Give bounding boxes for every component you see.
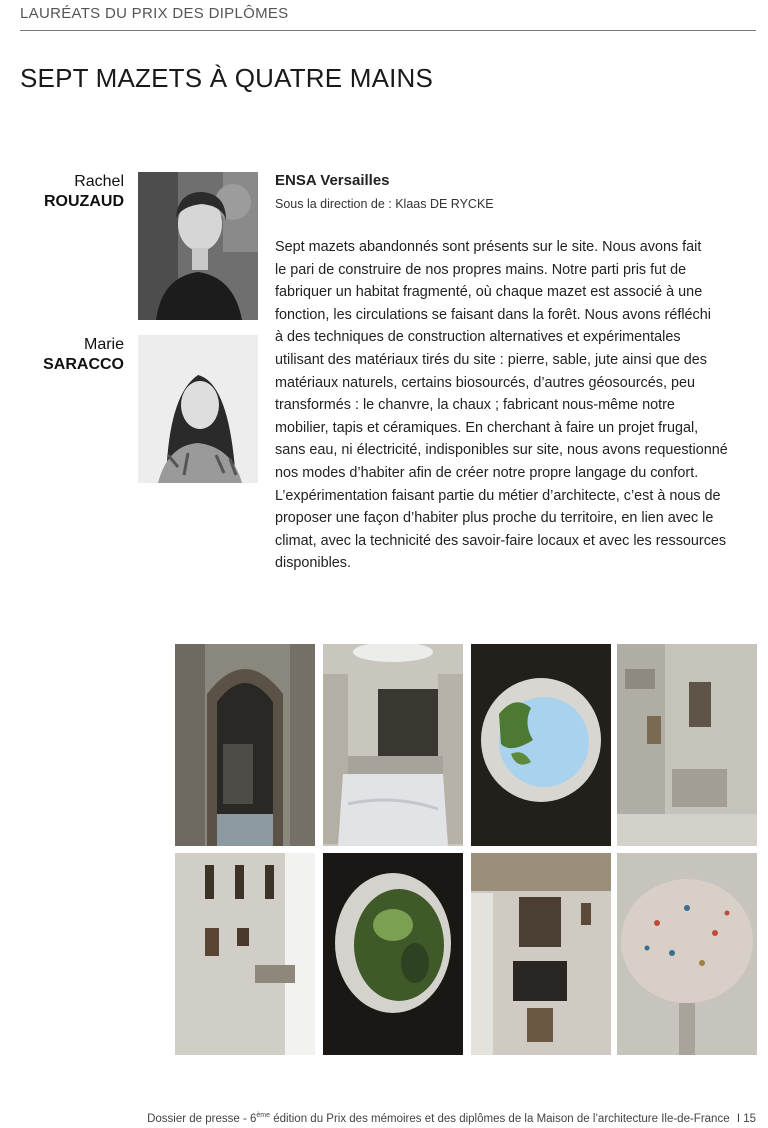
author-last-name: SARACCO [43, 356, 124, 373]
description-line: à des techniques de construction alternatives et expérimentales [275, 329, 681, 346]
description-line: matériaux naturels, certains biosourcés, d’autres géosourcés, peu [275, 374, 695, 391]
description-line: proposer une façon d’habiter plus proche du territoire, en lien avec le [275, 510, 714, 527]
photo-skylight [471, 644, 611, 846]
description-line: L’expérimentation faisant partie du métier d’architecte, c’est à nous de [275, 487, 721, 504]
description-line: Sept mazets abandonnés sont présents sur le site. Nous avons fait [275, 239, 702, 255]
description-line: nos modes d’habiter afin de créer notre propre langage du confort. [275, 464, 699, 481]
author-last-name: ROUZAUD [44, 193, 124, 210]
footer-prefix: Dossier de presse - 6 [147, 1112, 257, 1125]
photo-oval-window [323, 853, 463, 1055]
description-line: sans eau, ni électricité, indisponibles sur site, nous avons requestionné [275, 442, 728, 459]
portrait-photo-marie [138, 335, 258, 483]
photo-fireplace [471, 853, 611, 1055]
page-number: I 15 [736, 1112, 756, 1125]
footer-suffix: édition du Prix des mémoires et des diplômes de la Maison de l’architecture Ile-de-France [270, 1112, 730, 1125]
photo-wall-niches [175, 853, 315, 1055]
description-line: le pari de construire de nos propres mains. Notre parti pris fut de [275, 261, 687, 278]
description-line: climat, avec la technicité des savoir-faire locaux et avec les ressources [275, 532, 727, 549]
photo-niche-wall [617, 644, 757, 846]
author-first-name: Rachel [74, 173, 124, 190]
footer-ordinal: ème [256, 1112, 271, 1119]
footer-note [147, 1112, 756, 1125]
header-label: LAURÉATS DU PRIX DES DIPLÔMES [20, 5, 289, 22]
author-first-name: Marie [83, 336, 124, 353]
page-title: SEPT MAZETS À QUATRE MAINS [20, 63, 434, 93]
description-line: utilisant des matériaux tirés du site : pierre, sable, jute ainsi que des [275, 351, 707, 368]
portrait-photo-rachel [138, 172, 258, 320]
header-rule [20, 30, 756, 31]
project-description [275, 236, 755, 575]
photo-stone-doorway [175, 644, 315, 846]
school-name: ENSA Versailles [275, 172, 390, 189]
photo-terrazzo-ceiling [617, 853, 757, 1055]
author-rachel [20, 172, 124, 212]
direction-line: Sous la direction de : Klaas DE RYCKE [275, 197, 494, 211]
description-line: transformés : le chanvre, la chaux ; fabricant nous-même notre [275, 397, 675, 414]
photo-bedroom [323, 644, 463, 846]
description-line: disponibles. [275, 555, 352, 572]
description-line: fabriquer un habitat fragmenté, où chaque mazet est associé à une [275, 284, 703, 301]
description-line: mobilier, tapis et céramiques. En cherchant à faire un projet frugal, [275, 419, 699, 436]
description-line: fonction, les circulations se faisant dans la forêt. Nous avons réfléchi [275, 306, 711, 323]
author-marie [20, 335, 124, 375]
